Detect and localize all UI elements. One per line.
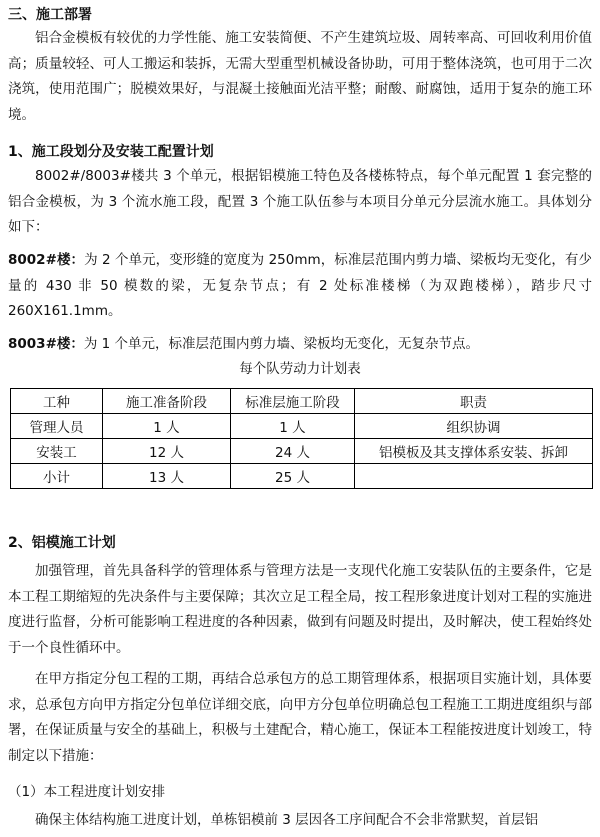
table-cell bbox=[355, 464, 593, 489]
table-cell: 铝模板及其支撑体系安装、拆卸 bbox=[355, 439, 593, 464]
header-cell-trade: 工种 bbox=[11, 389, 103, 414]
table-cell: 管理人员 bbox=[11, 414, 103, 439]
subsection-1-paragraph: 8002#/8003#楼共 3 个单元，根据铝模施工特色及各楼栋特点，每个单元配置 1 套完整的铝合金模板，为 3 个流水施工段，配置 3 个施工队伍参与本项目分单元分层流水施工。具体划分如下： bbox=[8, 168, 592, 235]
item-1-heading: （1）本工程进度计划安排 bbox=[8, 784, 166, 800]
table-cell: 1 人 bbox=[231, 414, 355, 439]
table-row bbox=[11, 414, 593, 439]
subsection-1-title: 1、施工段划分及安装工配置计划 bbox=[8, 144, 214, 160]
header-cell-standard: 标准层施工阶段 bbox=[231, 389, 355, 414]
subsection-2-title: 2、铝模施工计划 bbox=[8, 535, 116, 551]
table-row bbox=[11, 464, 593, 489]
building-8002-text: 为 2 个单元，变形缝的宽度为 250mm，标准层范围内剪力墙、梁板均无变化，有少量的 430 非 50 模数的梁，无复杂节点；有 2 处标准楼梯（为双跑楼梯），踏步尺寸 260X161.1mm。 bbox=[8, 252, 592, 319]
subsection-2-paragraph-3: 确保主体结构施工进度计划，单栋铝模前 3 层因各工序间配合不会非常默契，首层铝 bbox=[35, 812, 539, 828]
table-cell: 小计 bbox=[11, 464, 103, 489]
table-cell: 安装工 bbox=[11, 439, 103, 464]
labor-plan-table bbox=[10, 388, 593, 489]
table-cell: 12 人 bbox=[103, 439, 231, 464]
subsection-2-paragraph-2: 在甲方指定分包工程的工期，再结合总承包方的总工期管理体系，根据项目实施计划，具体要求，总承包方向甲方指定分包单位详细交底，向甲方分包单位明确总包工程施工工期进度组织与部署，在保证质量与安全的基础上，积极与土建配合，精心施工，保证本工程能按进度计划竣工，特制定以下措施： bbox=[8, 671, 592, 764]
table-caption: 每个队劳动力计划表 bbox=[239, 361, 361, 377]
building-8003-paragraph bbox=[8, 332, 592, 358]
table-row bbox=[11, 439, 593, 464]
header-cell-prep: 施工准备阶段 bbox=[103, 389, 231, 414]
subsection-2-paragraph-1: 加强管理，首先具备科学的管理体系与管理方法是一支现代化施工安装队伍的主要条件，它是本工程工期缩短的先决条件与主要保障；其次立足工程全局，按工程形象进度计划对工程的实施进度进行监督，分析可能影响工程进度的各种因素，做到有问题及时提出，及时解决，使工程始终处于一个良性循环中。 bbox=[8, 563, 592, 656]
building-8002-paragraph bbox=[8, 248, 592, 325]
table-cell: 13 人 bbox=[103, 464, 231, 489]
table-header-row bbox=[11, 389, 593, 414]
header-cell-duty: 职责 bbox=[355, 389, 593, 414]
table-cell: 24 人 bbox=[231, 439, 355, 464]
building-8003-text: 为 1 个单元，标准层范围内剪力墙、梁板均无变化，无复杂节点。 bbox=[83, 336, 480, 352]
table-cell: 1 人 bbox=[103, 414, 231, 439]
building-8003-label: 8003#楼： bbox=[8, 336, 84, 352]
table-cell: 25 人 bbox=[231, 464, 355, 489]
building-8002-label: 8002#楼： bbox=[8, 252, 85, 268]
section-title: 三、施工部署 bbox=[8, 7, 92, 23]
intro-paragraph: 铝合金模板有较优的力学性能、施工安装简便、不产生建筑垃圾、周转率高、可回收利用价值高；质量较轻、可人工搬运和装拆，无需大型重型机械设备协助，可用于整体浇筑，也可用于二次浇筑，使用范围广；脱模效果好，与混凝土接触面光洁平整；耐酸、耐腐蚀，适用于复杂的施工环境。 bbox=[8, 30, 592, 123]
table-cell: 组织协调 bbox=[355, 414, 593, 439]
